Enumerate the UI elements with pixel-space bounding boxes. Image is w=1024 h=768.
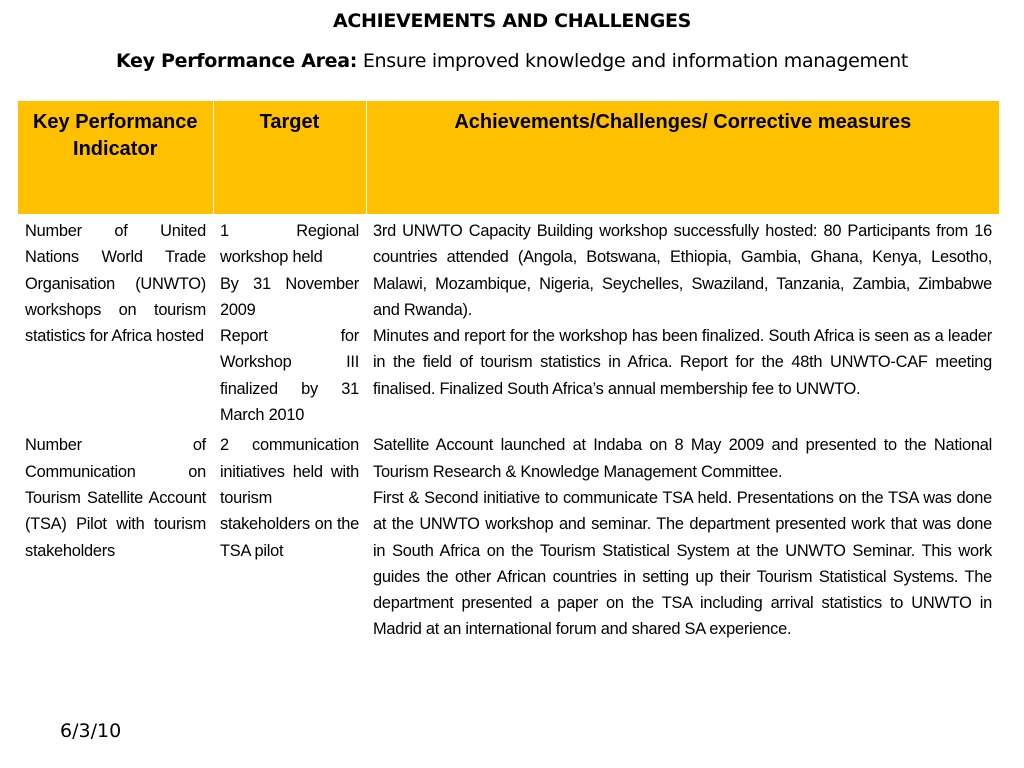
header-kpi: Key Performance Indicator xyxy=(18,101,213,214)
table-row xyxy=(18,428,999,642)
achievements-cell xyxy=(366,428,999,642)
kpi-cell xyxy=(18,214,213,428)
target-line: By 31 November 2009 xyxy=(220,274,359,319)
slide-date: 6/3/10 xyxy=(60,720,122,742)
kpi-text: Number of United Nations World Trade Organisation (UNWTO) workshops on tourism statistics for Africa hosted xyxy=(25,222,206,346)
kpa-table xyxy=(18,101,999,643)
slide-title: ACHIEVEMENTS AND CHALLENGES xyxy=(332,10,692,32)
achievement-paragraph: Minutes and report for the workshop has been finalized. South Africa is seen as a leader in the field of tourism statistics in Africa. Report for the 48th UNWTO-CAF meeting finalised. Finalized South Africa’s annual membership fee to UNWTO. xyxy=(373,327,992,398)
subtitle-text: Ensure improved knowledge and information management xyxy=(357,50,909,72)
kpi-text: Number of Communication on Tourism Satellite Account (TSA) Pilot with tourism stakeholders xyxy=(25,436,206,560)
achievement-paragraph: 3rd UNWTO Capacity Building workshop successfully hosted: 80 Participants from 16 countries attended (Angola, Botswana, Ethiopia, Gambia, Ghana, Kenya, Lesotho, Malawi, Mozambique, Nigeria, Seychelles, Swaziland, Tanzania, Zambia, Zimbabwe and Rwanda). xyxy=(373,222,992,319)
achievement-paragraph: First & Second initiative to communicate TSA held. Presentations on the TSA was done at the UNWTO workshop and seminar. The department presented work that was done in South Africa on the Tourism Statistical System at the UNWTO Seminar. This work guides the other African countries in setting up their Tourism Statistical Systems. The department presented a paper on the TSA including arrival statistics to UNWTO in Madrid at an international forum and shared SA experience. xyxy=(373,488,992,639)
header-target: Target xyxy=(213,101,366,214)
table-header-row xyxy=(18,101,999,214)
table-row xyxy=(18,214,999,428)
target-cell xyxy=(213,214,366,428)
target-cell xyxy=(213,428,366,642)
kpi-cell xyxy=(18,428,213,642)
achievements-cell xyxy=(366,214,999,428)
target-line: 2 communication initiatives held with tourism stakeholders on the TSA pilot xyxy=(220,436,359,560)
target-line: Report for Workshop III finalized by 31 March 2010 xyxy=(220,327,359,425)
target-line: 1 Regional workshop held xyxy=(220,222,359,267)
achievement-paragraph: Satellite Account launched at Indaba on 8 May 2009 and presented to the National Tourism Research & Knowledge Management Committee. xyxy=(373,436,992,481)
subtitle-label: Key Performance Area: xyxy=(115,50,358,72)
header-achievements: Achievements/Challenges/ Corrective measures xyxy=(366,101,999,214)
slide-subtitle xyxy=(0,50,1024,72)
